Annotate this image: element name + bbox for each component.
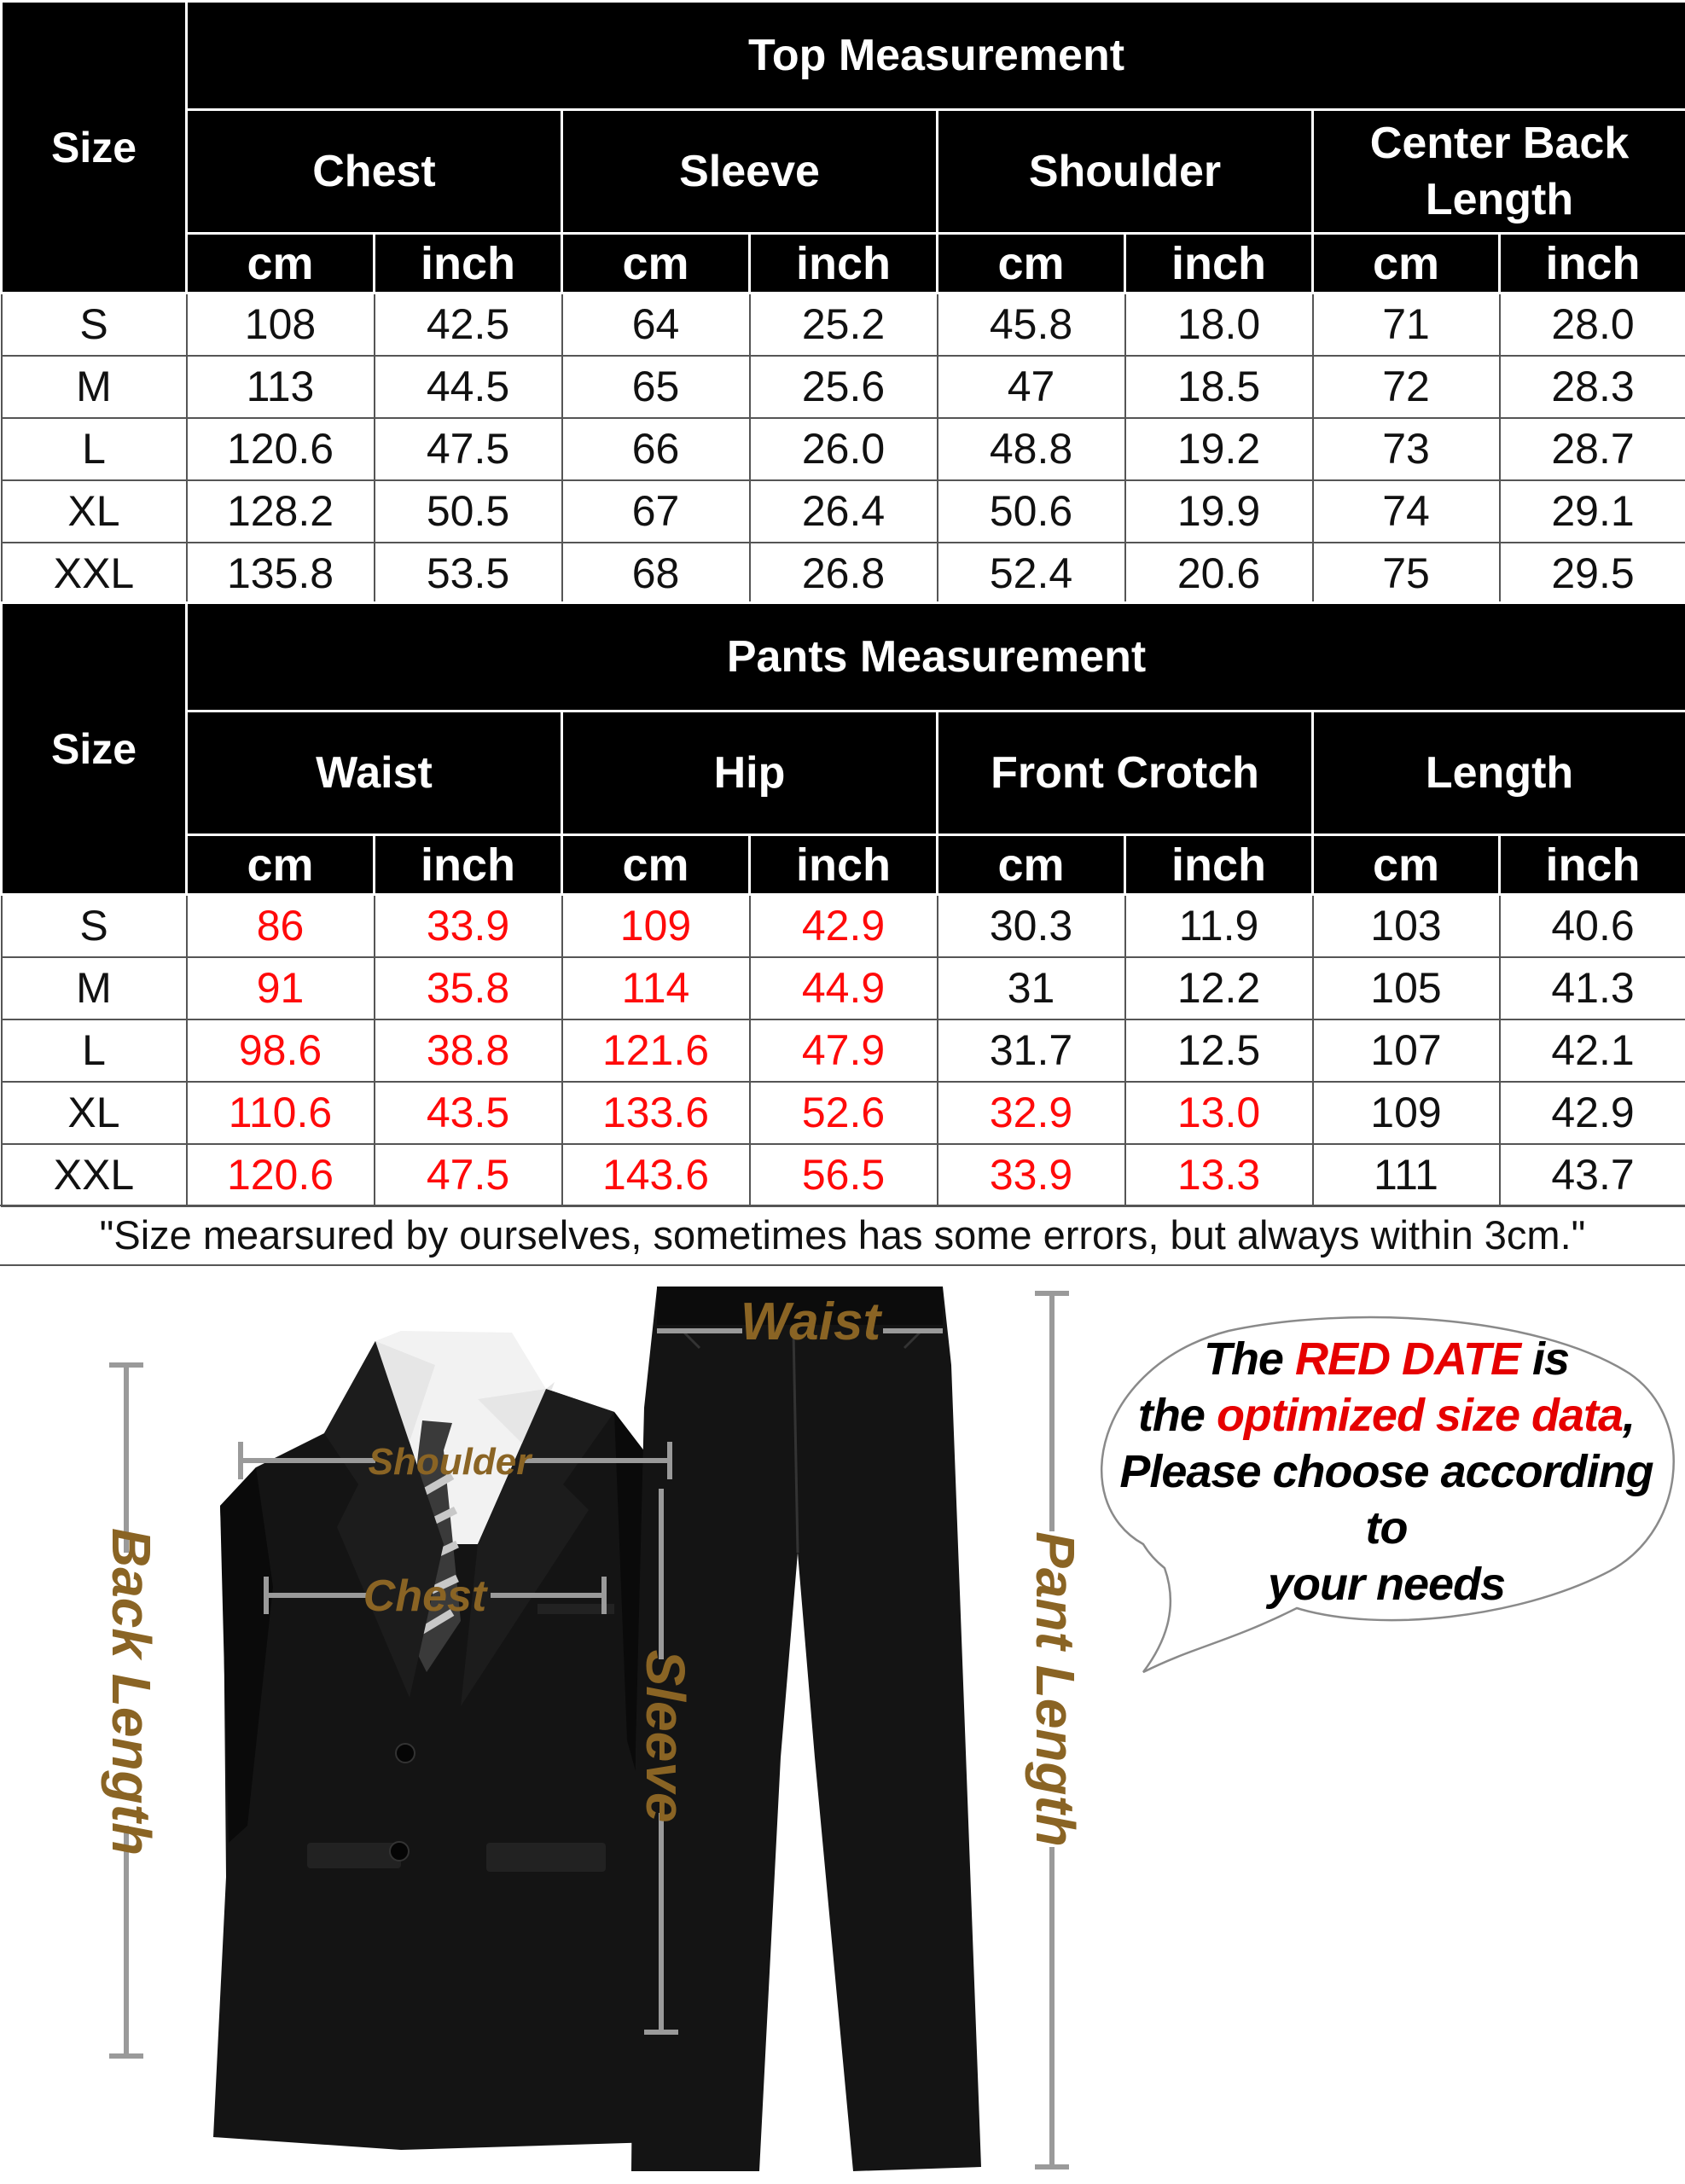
table-cell: 41.3: [1500, 957, 1685, 1019]
column-header-center-back-length: Center Back Length: [1313, 110, 1685, 234]
column-header-front-crotch: Front Crotch: [938, 712, 1313, 835]
column-header-length: Length: [1313, 712, 1685, 835]
table-row: [2, 895, 1685, 957]
unit-header: cm: [1313, 835, 1500, 895]
table-cell: 42.1: [1500, 1019, 1685, 1082]
unit-header: inch: [375, 234, 562, 293]
size-cell: S: [2, 293, 187, 356]
table-cell: 28.7: [1500, 418, 1685, 480]
pants-measurement-table: [0, 601, 1685, 1207]
table-cell: 18.5: [1125, 356, 1313, 418]
chest-label: Chest: [363, 1571, 487, 1621]
unit-header: cm: [187, 835, 375, 895]
size-header: Size: [2, 603, 187, 895]
table-cell: 103: [1313, 895, 1500, 957]
table-cell: 68: [562, 543, 750, 605]
table-cell: 42.5: [375, 293, 562, 356]
back-length-label: Back Length: [101, 1527, 162, 1856]
column-header-chest: Chest: [187, 110, 562, 234]
size-header: Size: [2, 2, 187, 293]
table-cell: 33.9: [938, 1144, 1125, 1206]
size-cell: XL: [2, 480, 187, 543]
table-cell: 47.5: [375, 1144, 562, 1206]
unit-header: cm: [938, 835, 1125, 895]
measurement-note: "Size mearsured by ourselves, sometimes has some errors, but always within 3cm.": [0, 1205, 1685, 1266]
table-cell: 47: [938, 356, 1125, 418]
table-cell: 26.8: [750, 543, 938, 605]
unit-header: inch: [375, 835, 562, 895]
unit-header: inch: [1125, 835, 1313, 895]
table-cell: 114: [562, 957, 750, 1019]
table-cell: 12.2: [1125, 957, 1313, 1019]
unit-header: inch: [750, 234, 938, 293]
table-cell: 86: [187, 895, 375, 957]
table-cell: 13.3: [1125, 1144, 1313, 1206]
size-cell: XXL: [2, 543, 187, 605]
table-cell: 19.2: [1125, 418, 1313, 480]
table-cell: 11.9: [1125, 895, 1313, 957]
column-header-shoulder: Shoulder: [938, 110, 1313, 234]
table-cell: 28.0: [1500, 293, 1685, 356]
size-cell: S: [2, 895, 187, 957]
shoulder-label: Shoulder: [368, 1441, 532, 1483]
table-cell: 53.5: [375, 543, 562, 605]
table-cell: 44.9: [750, 957, 938, 1019]
bubble-text-part: ,: [1623, 1390, 1636, 1441]
table-cell: 28.3: [1500, 356, 1685, 418]
unit-header: cm: [562, 234, 750, 293]
table-cell: 19.9: [1125, 480, 1313, 543]
table-cell: 38.8: [375, 1019, 562, 1082]
table-cell: 91: [187, 957, 375, 1019]
table-cell: 31: [938, 957, 1125, 1019]
table-cell: 67: [562, 480, 750, 543]
table-cell: 45.8: [938, 293, 1125, 356]
waist-label: Waist: [740, 1292, 881, 1351]
table-cell: 47.9: [750, 1019, 938, 1082]
table-cell: 25.6: [750, 356, 938, 418]
table-row: [2, 480, 1685, 543]
table-cell: 105: [1313, 957, 1500, 1019]
table-cell: 135.8: [187, 543, 375, 605]
sleeve-label: Sleeve: [635, 1649, 696, 1823]
table-cell: 42.9: [1500, 1082, 1685, 1144]
table-row: [2, 356, 1685, 418]
bubble-text-part: is: [1519, 1333, 1570, 1385]
bubble-red-text: optimized size data: [1216, 1390, 1624, 1441]
table-cell: 12.5: [1125, 1019, 1313, 1082]
pant-length-label: Pant Length: [1025, 1531, 1086, 1847]
table-cell: 33.9: [375, 895, 562, 957]
unit-header: inch: [1500, 234, 1685, 293]
table-cell: 98.6: [187, 1019, 375, 1082]
table-cell: 50.5: [375, 480, 562, 543]
table-cell: 120.6: [187, 1144, 375, 1206]
table-cell: 50.6: [938, 480, 1125, 543]
table-row: [2, 543, 1685, 605]
size-cell: M: [2, 957, 187, 1019]
table-cell: 128.2: [187, 480, 375, 543]
table-cell: 26.4: [750, 480, 938, 543]
table-cell: 52.4: [938, 543, 1125, 605]
table-cell: 18.0: [1125, 293, 1313, 356]
table-cell: 43.7: [1500, 1144, 1685, 1206]
table-cell: 74: [1313, 480, 1500, 543]
bubble-text-part: The: [1203, 1333, 1295, 1385]
table-row: [2, 418, 1685, 480]
unit-header: cm: [1313, 234, 1500, 293]
size-cell: L: [2, 418, 187, 480]
size-cell: M: [2, 356, 187, 418]
table-cell: 121.6: [562, 1019, 750, 1082]
table-cell: 31.7: [938, 1019, 1125, 1082]
table-cell: 32.9: [938, 1082, 1125, 1144]
table-cell: 20.6: [1125, 543, 1313, 605]
table-cell: 109: [562, 895, 750, 957]
table-row: [2, 957, 1685, 1019]
table-cell: 40.6: [1500, 895, 1685, 957]
table-cell: 109: [1313, 1082, 1500, 1144]
unit-header: cm: [938, 234, 1125, 293]
column-header-hip: Hip: [562, 712, 938, 835]
table-cell: 73: [1313, 418, 1500, 480]
table-title: Top Measurement: [187, 2, 1685, 110]
table-cell: 30.3: [938, 895, 1125, 957]
table-cell: 29.1: [1500, 480, 1685, 543]
table-cell: 113: [187, 356, 375, 418]
unit-header: cm: [562, 835, 750, 895]
table-cell: 44.5: [375, 356, 562, 418]
table-cell: 13.0: [1125, 1082, 1313, 1144]
table-row: [2, 1082, 1685, 1144]
bubble-text-part: the: [1137, 1390, 1217, 1441]
table-cell: 64: [562, 293, 750, 356]
table-cell: 71: [1313, 293, 1500, 356]
table-cell: 52.6: [750, 1082, 938, 1144]
table-cell: 133.6: [562, 1082, 750, 1144]
size-cell: XXL: [2, 1144, 187, 1206]
table-cell: 110.6: [187, 1082, 375, 1144]
top-table-body: [2, 293, 1685, 605]
column-header-sleeve: Sleeve: [562, 110, 938, 234]
unit-header: cm: [187, 234, 375, 293]
table-row: [2, 1019, 1685, 1082]
table-cell: 42.9: [750, 895, 938, 957]
bubble-text-line: your needs: [1267, 1559, 1506, 1610]
top-measurement-table: [0, 0, 1685, 606]
table-title: Pants Measurement: [187, 603, 1685, 712]
unit-header: inch: [1500, 835, 1685, 895]
size-cell: XL: [2, 1082, 187, 1144]
table-row: [2, 293, 1685, 356]
table-cell: 47.5: [375, 418, 562, 480]
table-cell: 43.5: [375, 1082, 562, 1144]
unit-header: inch: [1125, 234, 1313, 293]
table-cell: 120.6: [187, 418, 375, 480]
table-cell: 25.2: [750, 293, 938, 356]
table-cell: 108: [187, 293, 375, 356]
table-cell: 26.0: [750, 418, 938, 480]
table-cell: 65: [562, 356, 750, 418]
bubble-text-line: Please choose according to: [1119, 1446, 1653, 1554]
table-cell: 107: [1313, 1019, 1500, 1082]
column-header-waist: Waist: [187, 712, 562, 835]
bubble-red-text: RED DATE: [1294, 1333, 1520, 1385]
table-cell: 48.8: [938, 418, 1125, 480]
unit-header: inch: [750, 835, 938, 895]
table-cell: 72: [1313, 356, 1500, 418]
pants-table-body: [2, 895, 1685, 1206]
bubble-text: [1096, 1331, 1676, 1612]
table-cell: 143.6: [562, 1144, 750, 1206]
table-cell: 35.8: [375, 957, 562, 1019]
table-cell: 66: [562, 418, 750, 480]
table-cell: 111: [1313, 1144, 1500, 1206]
table-cell: 29.5: [1500, 543, 1685, 605]
table-cell: 56.5: [750, 1144, 938, 1206]
table-row: [2, 1144, 1685, 1206]
size-cell: L: [2, 1019, 187, 1082]
table-cell: 75: [1313, 543, 1500, 605]
